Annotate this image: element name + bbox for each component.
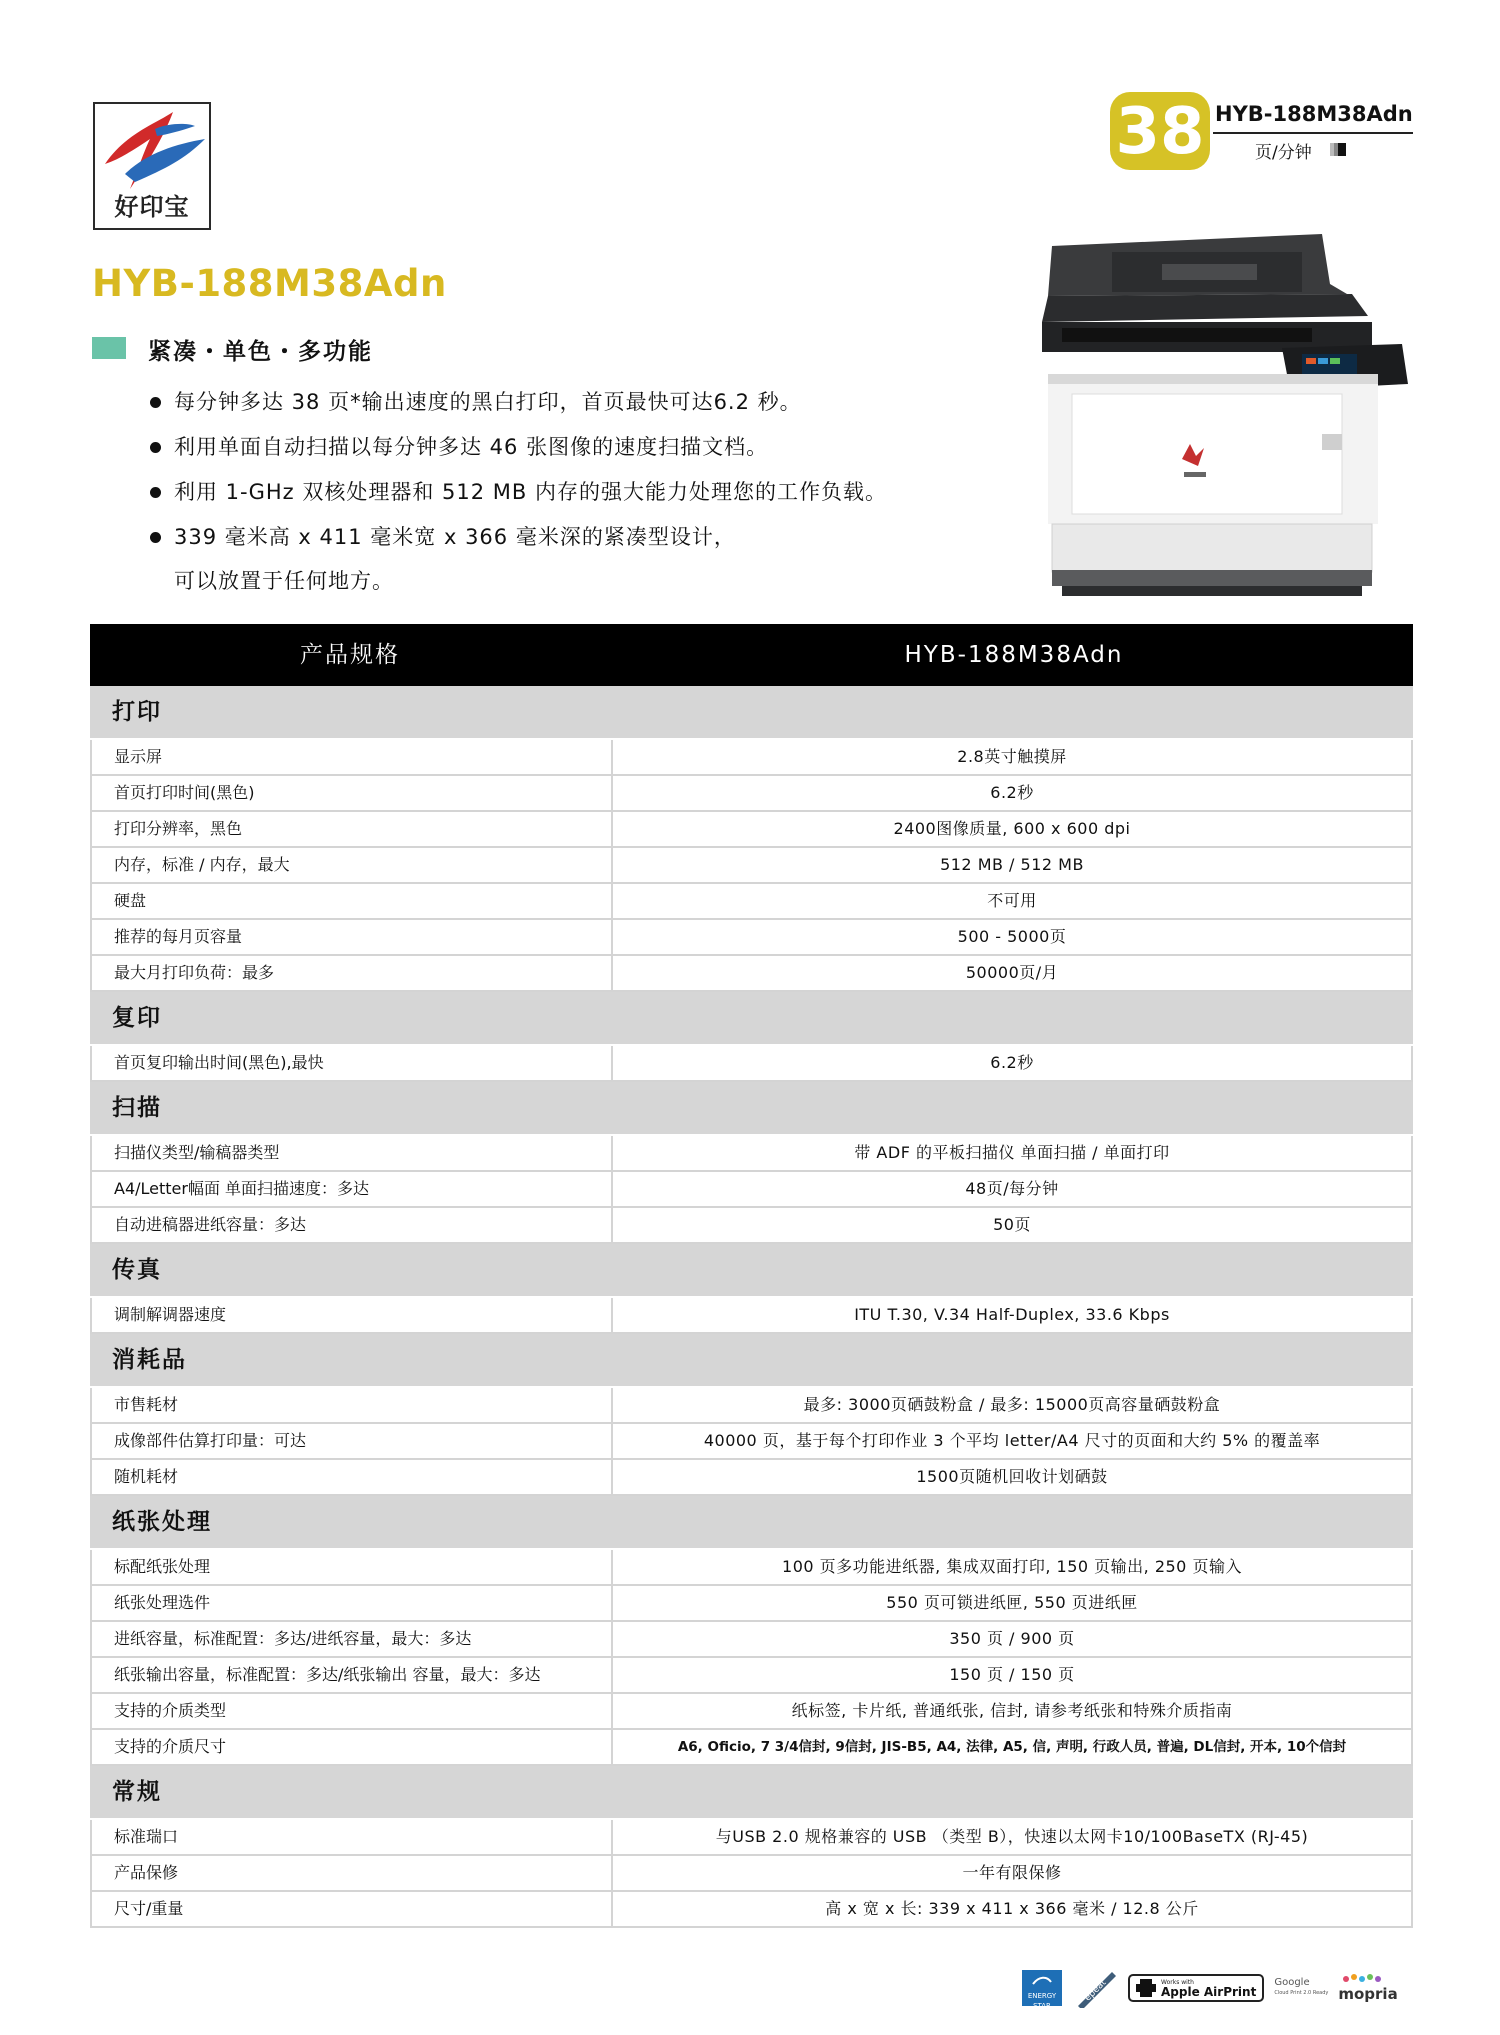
spec-row <box>90 1136 1413 1172</box>
spec-table-header <box>90 624 1413 686</box>
spec-value: 高 x 宽 x 长: 339 x 411 x 366 毫米 / 12.8 公斤 <box>613 1892 1413 1926</box>
spec-value: 纸标签, 卡片纸, 普通纸张, 信封, 请参考纸张和特殊介质指南 <box>613 1694 1413 1728</box>
spec-row <box>90 1856 1413 1892</box>
spec-label: 显示屏 <box>90 740 613 774</box>
spec-label: 最大月打印负荷：最多 <box>90 956 613 990</box>
spec-row <box>90 884 1413 920</box>
spec-label: 支持的介质类型 <box>90 1694 613 1728</box>
spec-value: 与USB 2.0 规格兼容的 USB （类型 B），快速以太网卡10/100BaseTX (RJ-45) <box>613 1820 1413 1854</box>
speed-badge: 38 <box>1110 92 1210 170</box>
spec-section-title: 常规 <box>90 1766 1413 1820</box>
spec-label: 内存，标准 / 内存，最大 <box>90 848 613 882</box>
spec-label: 纸张处理选件 <box>90 1586 613 1620</box>
spec-row <box>90 1892 1413 1928</box>
airprint-small-text: Works with <box>1161 1978 1194 1986</box>
badge-gradient-icon <box>1330 143 1346 156</box>
google-cloud-print-logo: Google Cloud Print 2.0 Ready <box>1274 1977 1329 1996</box>
spec-row <box>90 740 1413 776</box>
spec-label: 首页打印时间(黑色) <box>90 776 613 810</box>
spec-section-title: 传真 <box>90 1244 1413 1298</box>
badge-unit: 页/分钟 <box>1255 143 1312 163</box>
spec-value: 带 ADF 的平板扫描仪 单面扫描 / 单面打印 <box>613 1136 1413 1170</box>
spec-row <box>90 1388 1413 1424</box>
feature-bullet: 利用 1-GHz 双核处理器和 512 MB 内存的强大能力处理您的工作负载。 <box>148 470 887 515</box>
spec-label: 调制解调器速度 <box>90 1298 613 1332</box>
spec-row <box>90 1622 1413 1658</box>
spec-section-title: 打印 <box>90 686 1413 740</box>
spec-label: 成像部件估算打印量：可达 <box>90 1424 613 1458</box>
svg-text:epeat: epeat <box>1083 1978 1109 2004</box>
spec-row <box>90 1730 1413 1766</box>
model-title: HYB-188M38Adn <box>92 262 447 305</box>
spec-label: 打印分辨率，黑色 <box>90 812 613 846</box>
spec-label: 进纸容量，标准配置：多达/进纸容量，最大：多达 <box>90 1622 613 1656</box>
spec-value: 150 页 / 150 页 <box>613 1658 1413 1692</box>
spec-value: 50000页/月 <box>613 956 1413 990</box>
spec-label: 市售耗材 <box>90 1388 613 1422</box>
feature-bullet: 339 毫米高 x 411 毫米宽 x 366 毫米深的紧凑型设计， <box>148 515 887 560</box>
spec-value: ITU T.30, V.34 Half-Duplex, 33.6 Kbps <box>613 1298 1413 1332</box>
feature-heading: 紧凑・单色・多功能 <box>148 339 373 365</box>
spec-row <box>90 1694 1413 1730</box>
spec-row <box>90 1550 1413 1586</box>
spec-header-left: 产品规格 <box>300 642 400 668</box>
spec-value: 40000 页，基于每个打印作业 3 个平均 letter/A4 尺寸的页面和大约 5% 的覆盖率 <box>613 1424 1413 1458</box>
spec-label: 硬盘 <box>90 884 613 918</box>
printer-icon <box>1136 1979 1156 1997</box>
spec-section-title: 扫描 <box>90 1082 1413 1136</box>
spec-value: 6.2秒 <box>613 776 1413 810</box>
spec-value: 一年有限保修 <box>613 1856 1413 1890</box>
spec-row <box>90 1172 1413 1208</box>
spec-value: 550 页可锁进纸匣, 550 页进纸匣 <box>613 1586 1413 1620</box>
spec-header-right: HYB-188M38Adn <box>904 642 1124 668</box>
spec-label: 标准瑞口 <box>90 1820 613 1854</box>
spec-label: 首页复印输出时间(黑色),最快 <box>90 1046 613 1080</box>
spec-label: 支持的介质尺寸 <box>90 1730 613 1764</box>
printer-image <box>1012 234 1412 604</box>
spec-row <box>90 1586 1413 1622</box>
spec-value: 50页 <box>613 1208 1413 1242</box>
spec-label: 尺寸/重量 <box>90 1892 613 1926</box>
spec-row <box>90 956 1413 992</box>
airprint-text: Apple AirPrint <box>1161 1984 1257 1999</box>
spec-value: 1500页随机回收计划硒鼓 <box>613 1460 1413 1494</box>
spec-label: 随机耗材 <box>90 1460 613 1494</box>
spec-value: 2400图像质量, 600 x 600 dpi <box>613 812 1413 846</box>
spec-label: 推荐的每月页容量 <box>90 920 613 954</box>
spec-row <box>90 1658 1413 1694</box>
spec-row <box>90 1424 1413 1460</box>
spec-row <box>90 1298 1413 1334</box>
spec-label: A4/Letter幅面 单面扫描速度：多达 <box>90 1172 613 1206</box>
feature-marker <box>92 337 126 359</box>
spec-label: 纸张输出容量，标准配置：多达/纸张输出 容量，最大：多达 <box>90 1658 613 1692</box>
airprint-logo <box>1128 1974 1264 2002</box>
feature-bullet: 利用单面自动扫描以每分钟多达 46 张图像的速度扫描文档。 <box>148 425 887 470</box>
spec-value: 不可用 <box>613 884 1413 918</box>
spec-row <box>90 1046 1413 1082</box>
spec-row <box>90 920 1413 956</box>
mopria-logo: mopria <box>1338 1973 1397 2003</box>
spec-label: 标配纸张处理 <box>90 1550 613 1584</box>
brand-logo <box>93 102 211 230</box>
spec-row <box>90 812 1413 848</box>
spec-label: 产品保修 <box>90 1856 613 1890</box>
spec-value: 100 页多功能进纸器, 集成双面打印, 150 页输出, 250 页输入 <box>613 1550 1413 1584</box>
energy-star-logo: ENERGY STAR <box>1022 1970 1062 2006</box>
spec-value: 512 MB / 512 MB <box>613 848 1413 882</box>
mopria-dots-icon <box>1338 1973 1392 1985</box>
spec-section-title: 复印 <box>90 992 1413 1046</box>
badge-model: HYB-188M38Adn <box>1215 102 1413 126</box>
spec-row <box>90 776 1413 812</box>
spec-row <box>90 848 1413 884</box>
badge-divider <box>1213 132 1413 134</box>
spec-value: 350 页 / 900 页 <box>613 1622 1413 1656</box>
spec-value: A6, Oficio, 7 3/4信封, 9信封, JIS-B5, A4, 法律, A5, 信, 声明, 行政人员, 普遍, DL信封, 开本, 10个信封 <box>613 1730 1413 1764</box>
spec-row <box>90 1208 1413 1244</box>
spec-value: 48页/每分钟 <box>613 1172 1413 1206</box>
spec-row <box>90 1460 1413 1496</box>
spec-value: 500 - 5000页 <box>613 920 1413 954</box>
brand-logo-text: 好印宝 <box>114 193 190 221</box>
feature-bullet: 每分钟多达 38 页*输出速度的黑白打印，首页最快可达6.2 秒。 <box>148 380 887 425</box>
spec-value: 最多: 3000页硒鼓粉盒 / 最多: 15000页高容量硒鼓粉盒 <box>613 1388 1413 1422</box>
spec-section-title: 纸张处理 <box>90 1496 1413 1550</box>
spec-table <box>90 624 1413 1928</box>
spec-value: 2.8英寸触摸屏 <box>613 740 1413 774</box>
feature-bullet-continuation: 可以放置于任何地方。 <box>174 569 394 593</box>
spec-section-title: 消耗品 <box>90 1334 1413 1388</box>
certification-logos <box>1022 1968 1398 2008</box>
spec-value: 6.2秒 <box>613 1046 1413 1080</box>
spec-label: 扫描仪类型/输稿器类型 <box>90 1136 613 1170</box>
energy-star-icon <box>1031 1974 1053 1988</box>
feature-list <box>148 380 887 560</box>
spec-label: 自动进稿器进纸容量：多达 <box>90 1208 613 1242</box>
epeat-logo <box>1072 1968 1118 2008</box>
spec-table-body <box>90 686 1413 1928</box>
spec-row <box>90 1820 1413 1856</box>
